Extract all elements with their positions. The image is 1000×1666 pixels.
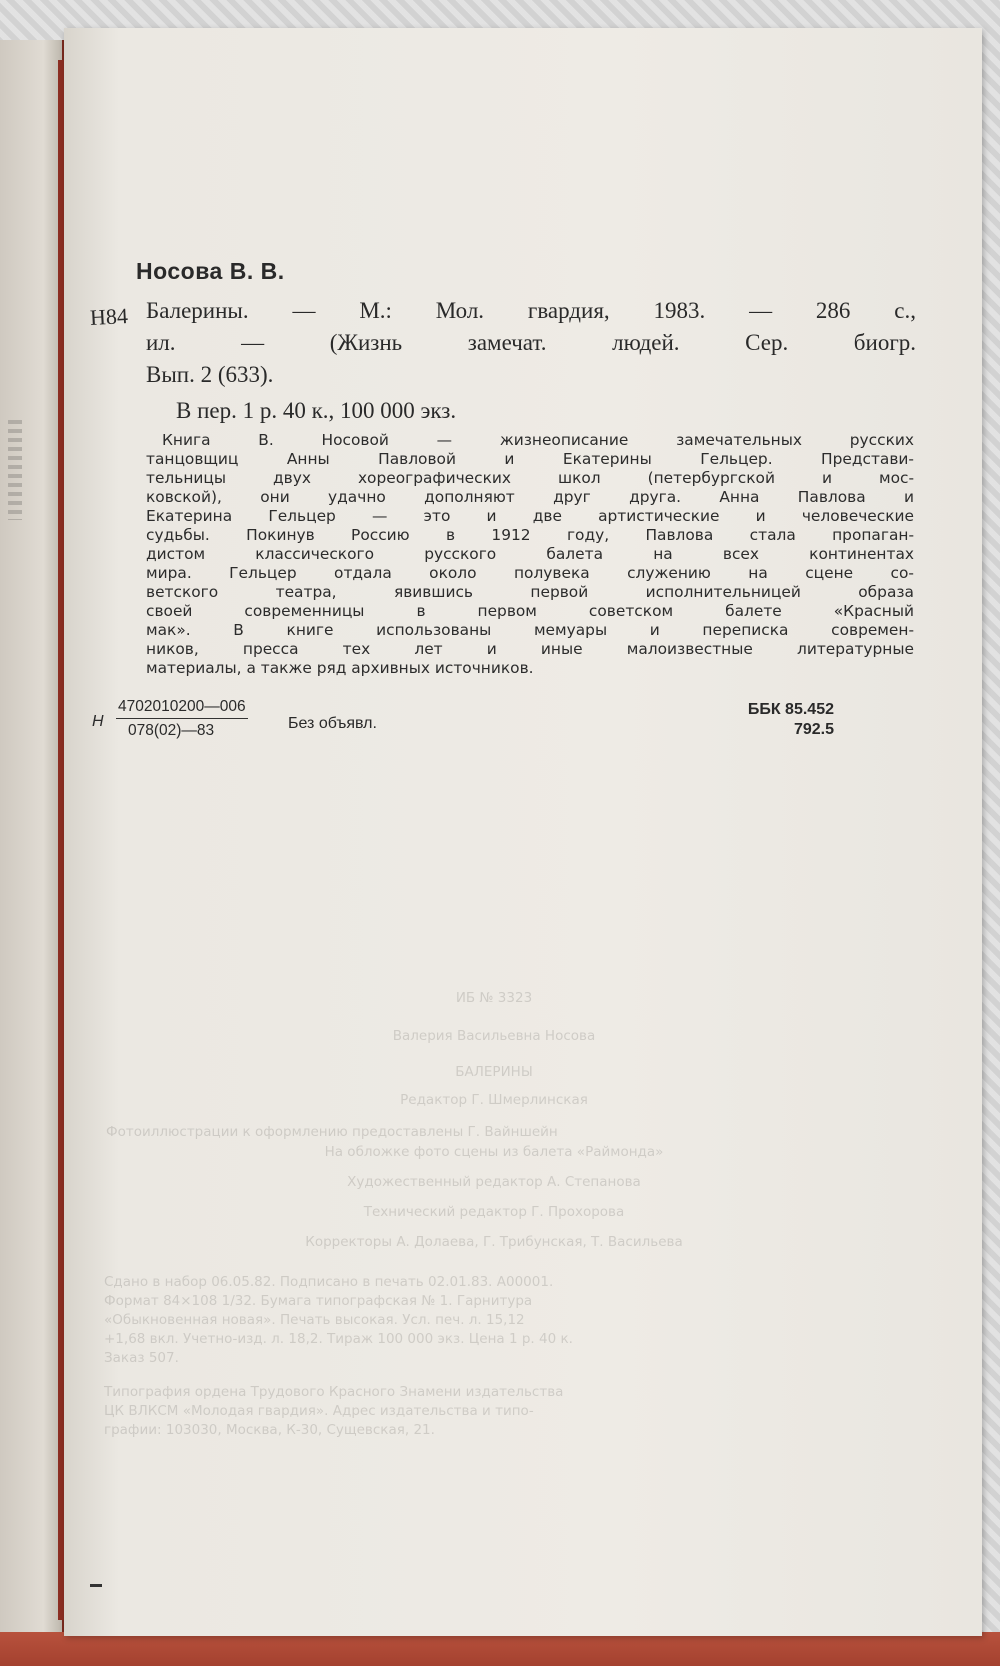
author-name: Носова В. В. [136,258,285,284]
abstract-line-12: ников, пресса тех лет и иные малоизвестные литературные [146,640,914,658]
showthrough-line-3: БАЛЕРИНЫ [455,1064,533,1080]
abstract-line-1: Книга В. Носовой — жизнеописание замечательных русских [162,431,914,449]
isbn-fraction [116,698,248,740]
showthrough-line-6: На обложке фото сцены из балета «Раймонда» [324,1144,664,1160]
no-announcement: Без объявл. [288,715,377,732]
showthrough-line-12: «Обыкновенная новая». Печать высокая. Усл. печ. л. 15,12 [104,1312,525,1328]
page-dash-mark [90,1584,102,1587]
fraction-denominator: 078(02)—83 [128,722,215,739]
left-page-edge [0,40,64,1640]
biblio-line-1: Балерины. — М.: Мол. гвардия, 1983. — 286 с., [146,298,916,323]
abstract-line-11: мак». В книге использованы мемуары и переписка современ- [146,621,914,639]
showthrough-line-7: Художественный редактор А. Степанова [347,1174,641,1190]
showthrough-line-4: Редактор Г. Шмерлинская [400,1092,588,1108]
abstract-line-9: ветского театра, явившись первой исполнительницей образа [146,583,914,601]
abstract-line-10: своей современницы в первом советском балете «Красный [146,602,914,620]
fraction-numerator: 4702010200—006 [116,698,248,719]
abstract-line-5: Екатерина Гельцер — это и две артистические и человеческие [146,507,914,525]
bbk-line-2: 792.5 [793,721,834,738]
showthrough-line-8: Технический редактор Г. Прохорова [363,1204,625,1220]
abstract-line-8: мира. Гельцер отдала около полувека служению на сцене со- [146,564,914,582]
showthrough-line-13: +1,68 вкл. Учетно-изд. л. 18,2. Тираж 100 000 экз. Цена 1 р. 40 к. [104,1331,573,1347]
book-cover-edge [0,1632,1000,1666]
classification-code: Н84 [89,303,129,330]
abstract-line-6: судьбы. Покинув Россию в 1912 году, Павлова стала пропаган- [146,526,914,544]
book-page [64,28,982,1636]
showthrough-line-10: Сдано в набор 06.05.82. Подписано в печать 02.01.83. А00001. [104,1274,554,1290]
abstract-line-7: дистом классического русского балета на всех континентах [146,545,914,563]
showthrough-line-5: Фотоиллюстрации к оформлению предоставлены Г. Вайншейн [106,1124,558,1140]
showthrough-line-2: Валерия Васильевна Носова [392,1028,596,1044]
abstract-line-3: тельницы двух хореографических школ (петербургской и мос- [146,469,914,487]
abstract-line-4: ковской), они удачно дополняют друг друга. Анна Павлова и [146,488,914,506]
left-page-marks [8,420,22,520]
index-letter: Н [92,713,104,730]
abstract-line-2: танцовщиц Анны Павловой и Екатерины Гельцер. Представи- [146,450,914,468]
showthrough-line-11: Формат 84×108 1/32. Бумага типографская № 1. Гарнитура [104,1293,533,1309]
bbk-code [748,700,834,740]
showthrough-line-15: Типография ордена Трудового Красного Знамени издательства [104,1384,564,1400]
abstract-line-13: материалы, а также ряд архивных источников. [146,659,534,677]
price-line: В пер. 1 р. 40 к., 100 000 экз. [176,398,457,423]
showthrough-line-17: графии: 103030, Москва, К-30, Сущевская, 21. [104,1422,435,1438]
showthrough-line-16: ЦК ВЛКСМ «Молодая гвардия». Адрес издательства и типо- [104,1403,534,1419]
showthrough-line-1: ИБ № 3323 [455,990,533,1006]
biblio-line-2: ил. — (Жизнь замечат. людей. Сер. биогр. [146,330,916,355]
biblio-line-3: Вып. 2 (633). [146,362,274,387]
showthrough-line-14: Заказ 507. [104,1350,179,1366]
showthrough-line-9: Корректоры А. Долаева, Г. Трибунская, Т. Васильева [305,1234,683,1250]
bbk-line-1: ББК 85.452 [747,701,834,718]
